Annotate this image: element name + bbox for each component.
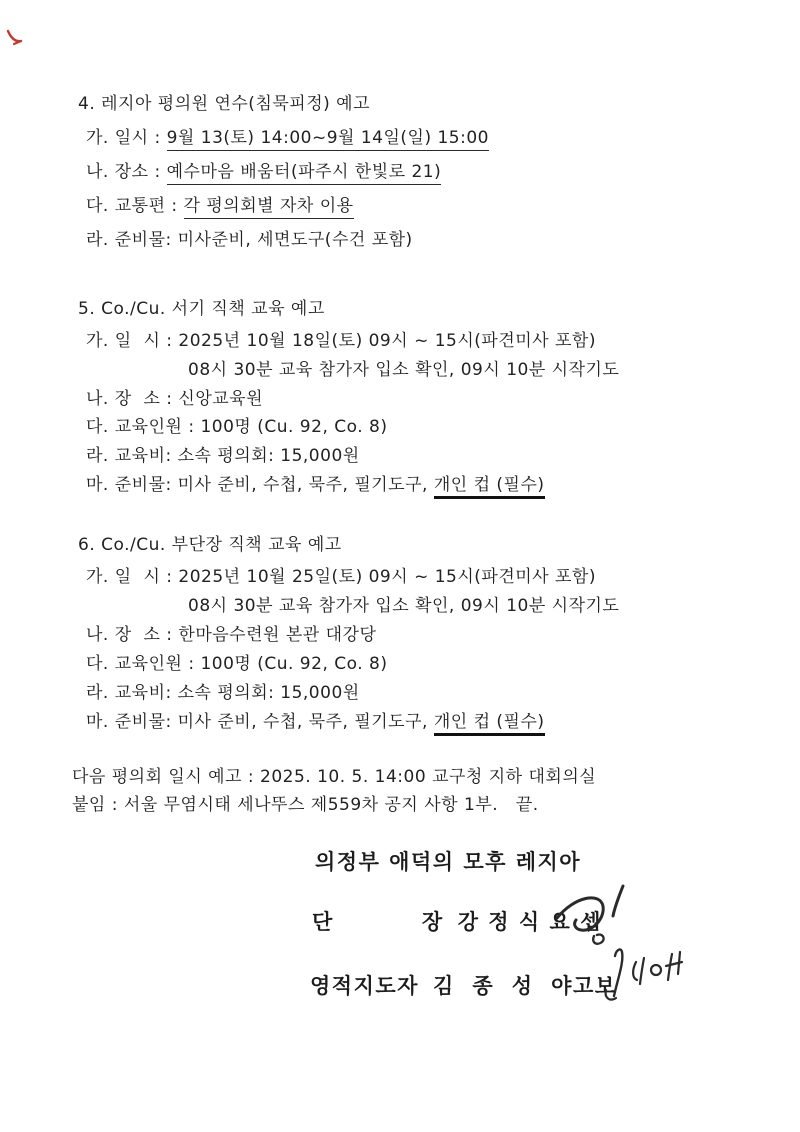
section-4-heading: 4. 레지아 평의원 연수(침묵피정) 예고 [78,94,371,114]
s4-item-place-value: 예수마음 배움터(파주시 한빛로 21) [167,162,442,185]
s4-item-place [86,162,441,182]
president-name: 강 정 식 요 셉 [457,910,602,934]
s5-item-capacity: 다. 교육인원 : 100명 (Cu. 92, Co. 8) [86,417,388,437]
s6-item-place: 나. 장 소 : 한마음수련원 본관 대강당 [86,625,377,645]
spiritual-director-name: 김 종 성 야고보 [432,974,617,998]
section-6-heading: 6. Co./Cu. 부단장 직책 교육 예고 [78,535,342,555]
s5-item-place: 나. 장 소 : 신앙교육원 [86,389,264,409]
s6-item-datetime-note: 08시 30분 교육 참가자 입소 확인, 09시 10분 시작기도 [188,596,620,616]
s4-item-transport-value: 각 평의회별 자차 이용 [184,196,354,219]
s5-item-datetime-note: 08시 30분 교육 참가자 입소 확인, 09시 10분 시작기도 [188,360,620,380]
president-signature [545,880,710,952]
s4-item-transport [86,196,354,216]
red-pen-mark-icon [3,29,27,53]
spiritual-director-role: 영적지도자 [310,974,419,998]
s6-item-datetime: 가. 일 시 : 2025년 10월 25일(토) 09시 ~ 15시(파견미사 포함) [86,567,596,587]
s4-item-place-label: 나. 장소 : [86,162,167,182]
s4-item-supplies: 라. 준비물: 미사준비, 세면도구(수건 포함) [86,230,413,250]
president-role: 단 장 [312,910,444,934]
spiritual-director-signature-line [310,970,617,1000]
s5-item-fee: 라. 교육비: 소속 평의회: 15,000원 [86,446,360,466]
s4-item-transport-label: 다. 교통편 : [86,196,184,216]
organization-name: 의정부 애덕의 모후 레지아 [315,850,582,874]
s4-item-date-label: 가. 일시 : [86,128,167,148]
s5-item-datetime: 가. 일 시 : 2025년 10월 18일(토) 09시 ~ 15시(파견미사 포함) [86,331,596,351]
spiritual-director-signature [592,944,707,1010]
section-5-heading: 5. Co./Cu. 서기 직책 교육 예고 [78,299,325,319]
s4-item-date-value: 9월 13(토) 14:00~9월 14일(일) 15:00 [167,128,489,151]
s5-item-supplies [86,475,545,495]
s5-item-supplies-required: 개인 컵 (필수) [434,475,545,499]
s6-item-supplies-label: 마. 준비물: 미사 준비, 수첩, 묵주, 필기도구, [86,712,434,732]
next-council-notice: 다음 평의회 일시 예고 : 2025. 10. 5. 14:00 교구청 지하 대회의실 [72,767,597,787]
s6-item-fee: 라. 교육비: 소속 평의회: 15,000원 [86,683,360,703]
s5-item-supplies-label: 마. 준비물: 미사 준비, 수첩, 묵주, 필기도구, [86,475,434,495]
s4-item-date [86,128,489,148]
s6-item-capacity: 다. 교육인원 : 100명 (Cu. 92, Co. 8) [86,654,388,674]
attachment-note: 붙임 : 서울 무염시태 세나뚜스 제559차 공지 사항 1부. 끝. [72,795,539,815]
s6-item-supplies [86,712,545,732]
s6-item-supplies-required: 개인 컵 (필수) [434,712,545,736]
